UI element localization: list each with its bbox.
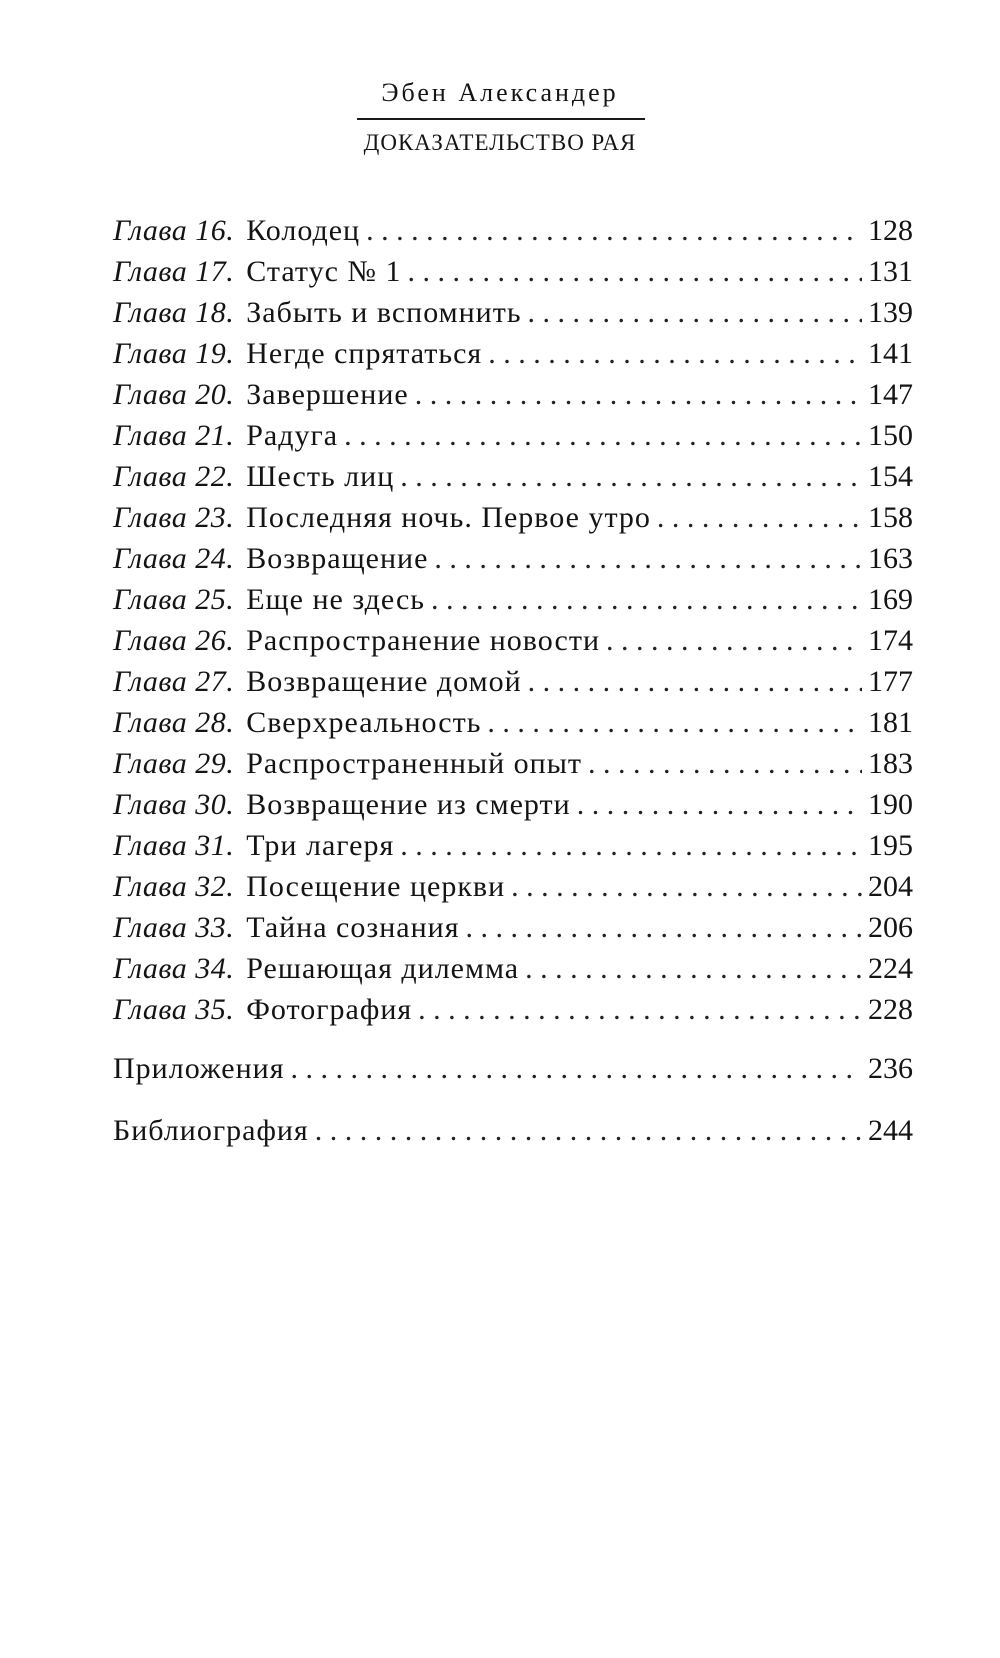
toc-entry-chapter[interactable] — [113, 624, 913, 665]
leader-dots — [366, 214, 862, 248]
leader-dots — [488, 337, 862, 371]
toc-entry-chapter[interactable] — [113, 706, 913, 747]
chapter-title: Посещение церкви — [246, 870, 506, 903]
book-title: ДОКАЗАТЕЛЬСТВО РАЯ — [363, 130, 637, 155]
toc-entry-chapter[interactable] — [113, 583, 913, 624]
chapter-title: Радуга — [246, 419, 339, 452]
chapter-page-number: 141 — [868, 337, 913, 370]
chapter-list — [113, 214, 913, 1034]
chapter-number: Глава 29. — [113, 747, 235, 780]
toc-entry-chapter[interactable] — [113, 665, 913, 706]
toc-entry-chapter[interactable] — [113, 419, 913, 460]
chapter-title: Сверхреальность — [246, 706, 482, 739]
chapter-page-number: 139 — [868, 296, 913, 329]
leader-dots — [528, 296, 862, 330]
chapter-number: Глава 24. — [113, 542, 235, 575]
leader-dots — [431, 583, 862, 617]
chapter-page-number: 169 — [868, 583, 913, 616]
table-of-contents — [113, 214, 913, 1176]
leader-dots — [434, 542, 862, 576]
leader-dots — [415, 378, 862, 412]
leader-dots — [400, 829, 862, 863]
chapter-title: Распространение новости — [246, 624, 600, 657]
chapter-number: Глава 33. — [113, 911, 235, 944]
chapter-number: Глава 26. — [113, 624, 235, 657]
chapter-title: Забыть и вспомнить — [246, 296, 522, 329]
chapter-page-number: 163 — [868, 542, 913, 575]
chapter-title: Фотография — [246, 993, 413, 1026]
chapter-number: Глава 27. — [113, 665, 235, 698]
chapter-page-number: 131 — [868, 255, 913, 288]
chapter-page-number: 150 — [868, 419, 913, 452]
chapter-number: Глава 23. — [113, 501, 235, 534]
toc-entry-chapter[interactable] — [113, 952, 913, 993]
leader-dots — [588, 747, 862, 781]
toc-entry-title: Приложения — [113, 1052, 285, 1085]
toc-entry-appendices[interactable] — [113, 1052, 913, 1114]
chapter-number: Глава 20. — [113, 378, 235, 411]
chapter-page-number: 224 — [868, 952, 913, 985]
leader-dots — [606, 624, 862, 658]
toc-entry-chapter[interactable] — [113, 460, 913, 501]
toc-entry-chapter[interactable] — [113, 870, 913, 911]
chapter-page-number: 190 — [868, 788, 913, 821]
leader-dots — [525, 952, 862, 986]
chapter-title: Еще не здесь — [246, 583, 425, 616]
chapter-page-number: 177 — [868, 665, 913, 698]
chapter-number: Глава 22. — [113, 460, 235, 493]
toc-entry-chapter[interactable] — [113, 214, 913, 255]
toc-entry-bibliography[interactable] — [113, 1114, 913, 1176]
chapter-page-number: 206 — [868, 911, 913, 944]
chapter-page-number: 154 — [868, 460, 913, 493]
chapter-title: Последняя ночь. Первое утро — [246, 501, 651, 534]
author-name: Эбен Александер — [381, 78, 619, 107]
toc-entry-chapter[interactable] — [113, 255, 913, 296]
toc-entry-chapter[interactable] — [113, 788, 913, 829]
toc-entry-chapter[interactable] — [113, 542, 913, 583]
toc-entry-chapter[interactable] — [113, 993, 913, 1034]
leader-dots — [466, 911, 863, 945]
toc-spacer — [113, 1034, 913, 1052]
chapter-title: Возвращение домой — [246, 665, 522, 698]
toc-entry-chapter[interactable] — [113, 296, 913, 337]
chapter-page-number: 147 — [868, 378, 913, 411]
chapter-title: Три лагеря — [246, 829, 395, 862]
chapter-page-number: 183 — [868, 747, 913, 780]
toc-entry-chapter[interactable] — [113, 911, 913, 952]
leader-dots — [487, 706, 862, 740]
chapter-title: Статус № 1 — [246, 255, 402, 288]
chapter-number: Глава 16. — [113, 214, 235, 247]
chapter-number: Глава 31. — [113, 829, 235, 862]
chapter-number: Глава 30. — [113, 788, 235, 821]
toc-entry-chapter[interactable] — [113, 378, 913, 419]
leader-dots — [315, 1114, 862, 1148]
chapter-number: Глава 32. — [113, 870, 235, 903]
chapter-title: Шесть лиц — [246, 460, 395, 493]
chapter-number: Глава 25. — [113, 583, 235, 616]
chapter-title: Решающая дилемма — [246, 952, 520, 985]
chapter-page-number: 204 — [868, 870, 913, 903]
chapter-page-number: 128 — [868, 214, 913, 247]
chapter-number: Глава 18. — [113, 296, 235, 329]
chapter-title: Негде спрятаться — [246, 337, 483, 370]
leader-dots — [418, 993, 862, 1027]
leader-dots — [528, 665, 862, 699]
chapter-number: Глава 34. — [113, 952, 235, 985]
leader-dots — [577, 788, 862, 822]
toc-entry-page: 236 — [868, 1052, 913, 1085]
chapter-title: Тайна сознания — [246, 911, 460, 944]
leader-dots — [344, 419, 862, 453]
chapter-number: Глава 19. — [113, 337, 235, 370]
chapter-page-number: 174 — [868, 624, 913, 657]
chapter-title: Возвращение — [246, 542, 429, 575]
leader-dots — [291, 1052, 863, 1086]
toc-entry-title: Библиография — [113, 1114, 309, 1147]
chapter-title: Колодец — [246, 214, 361, 247]
toc-entry-page: 244 — [868, 1114, 913, 1147]
leader-dots — [511, 870, 862, 904]
leader-dots — [400, 460, 862, 494]
leader-dots — [408, 255, 862, 289]
toc-entry-chapter[interactable] — [113, 747, 913, 788]
leader-dots — [657, 501, 862, 535]
chapter-page-number: 158 — [868, 501, 913, 534]
chapter-page-number: 228 — [868, 993, 913, 1026]
chapter-title: Завершение — [246, 378, 409, 411]
chapter-number: Глава 17. — [113, 255, 235, 288]
chapter-title: Возвращение из смерти — [246, 788, 571, 821]
header-rule — [357, 118, 645, 120]
chapter-title: Распространенный опыт — [246, 747, 582, 780]
toc-entry-chapter[interactable] — [113, 829, 913, 870]
toc-entry-chapter[interactable] — [113, 501, 913, 542]
chapter-page-number: 181 — [868, 706, 913, 739]
chapter-number: Глава 28. — [113, 706, 235, 739]
toc-entry-chapter[interactable] — [113, 337, 913, 378]
chapter-number: Глава 21. — [113, 419, 235, 452]
chapter-page-number: 195 — [868, 829, 913, 862]
chapter-number: Глава 35. — [113, 993, 235, 1026]
